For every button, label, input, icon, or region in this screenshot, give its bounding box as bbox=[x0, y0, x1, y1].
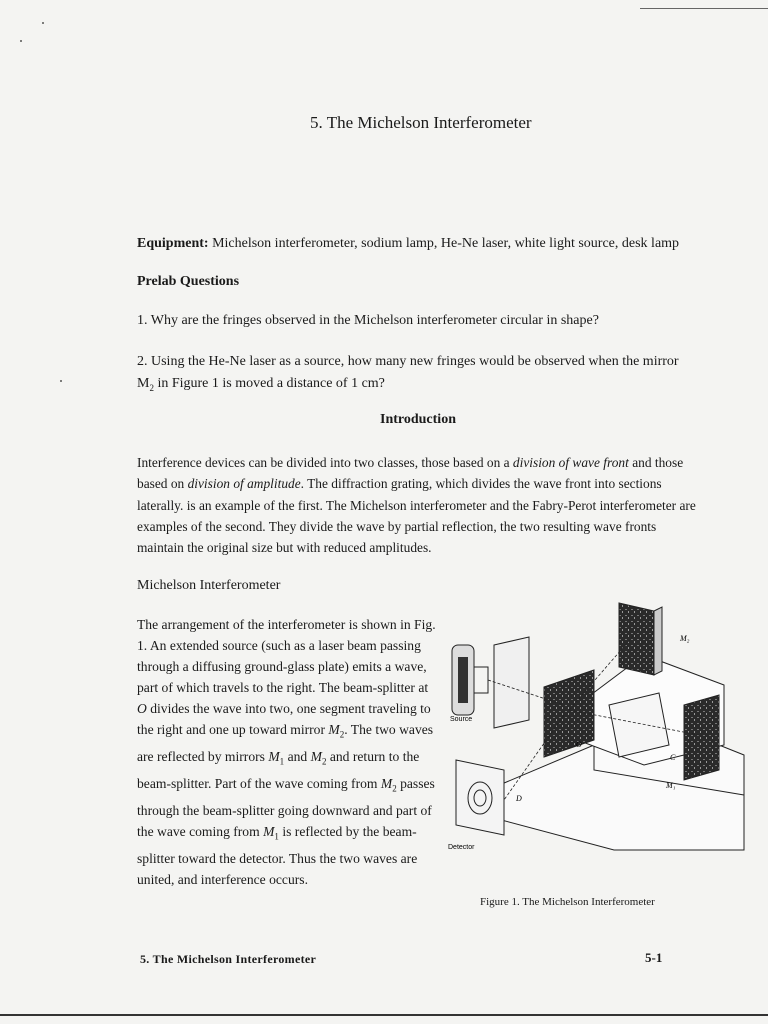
mirror-m2 bbox=[619, 603, 654, 675]
introduction-paragraph: Interference devices can be divided into two classes, those based on a division of wave front and those based on division of amplitude. The diffraction grating, which divides the wave front into sections laterally. is an example of the first. The Michelson interferometer and the Fabry-Perot interferometer are examples of the second. They divide the wave by partial reflection, the two resulting wave fronts maintain the original size but with reduced amplitudes. bbox=[137, 455, 696, 556]
label-source: Source bbox=[450, 716, 473, 723]
label-m2: M₂ bbox=[680, 634, 690, 643]
prelab-question-2 bbox=[137, 351, 737, 399]
label-c: C bbox=[670, 753, 676, 762]
mirror-m1 bbox=[684, 695, 719, 780]
figure-caption: Figure 1. The Michelson Interferometer bbox=[480, 896, 655, 908]
top-edge-line bbox=[640, 8, 768, 9]
prelab-question-2-line1: 2. Using the He-Ne laser as a source, how many new fringes would be observed when the mirror bbox=[137, 354, 679, 369]
equipment-label: Equipment: bbox=[137, 236, 209, 251]
prelab-heading: Prelab Questions bbox=[137, 274, 240, 289]
ground-glass-plate bbox=[494, 637, 529, 728]
page-title: 5. The Michelson Interferometer bbox=[310, 113, 532, 132]
arrangement-paragraph: The arrangement of the interferometer is shown in Fig. 1. An extended source (such as a laser beam passing through a diffusing ground-glass plate) emits a wave, part of which travels to the right. The beam-splitter at O divides the wave into two, one segment traveling to the right and one up toward mirror $M_2$. The two waves are reflected by mirrors $M_1$ and $M_2$ and return to the beam-splitter. Part of the wave coming from $M_2$ passes through the beam-splitter going downward and part of the wave coming from $M_1$ is reflected by the beam-splitter toward the detector. Thus the two waves are united, and interference occurs. bbox=[137, 617, 436, 887]
detector bbox=[456, 760, 504, 835]
footer-title: 5. The Michelson Interferometer bbox=[140, 952, 317, 966]
introduction-heading: Introduction bbox=[380, 412, 456, 427]
page-number: 5-1 bbox=[645, 950, 663, 965]
scan-speck bbox=[20, 40, 22, 42]
equipment-text: Michelson interferometer, sodium lamp, He-Ne laser, white light source, desk lamp bbox=[212, 236, 680, 251]
compensator-plate bbox=[609, 693, 669, 757]
label-m1: M₁ bbox=[666, 781, 676, 790]
prelab-question-1: 1. Why are the fringes observed in the Michelson interferometer circular in shape? bbox=[137, 313, 599, 328]
source-lamp bbox=[452, 645, 488, 715]
interferometer-figure bbox=[444, 595, 756, 865]
scan-speck bbox=[42, 22, 44, 24]
label-o: O bbox=[576, 740, 582, 749]
label-d: D bbox=[516, 794, 522, 803]
equipment-line bbox=[137, 236, 747, 252]
prelab-question-2-line2: $M_2$ in Figure 1 is moved a distance of 1 cm? bbox=[137, 376, 385, 393]
scan-speck bbox=[60, 380, 62, 382]
michelson-heading: Michelson Interferometer bbox=[137, 578, 281, 593]
label-detector: Detector bbox=[448, 844, 475, 851]
bottom-edge-line bbox=[0, 1014, 768, 1016]
